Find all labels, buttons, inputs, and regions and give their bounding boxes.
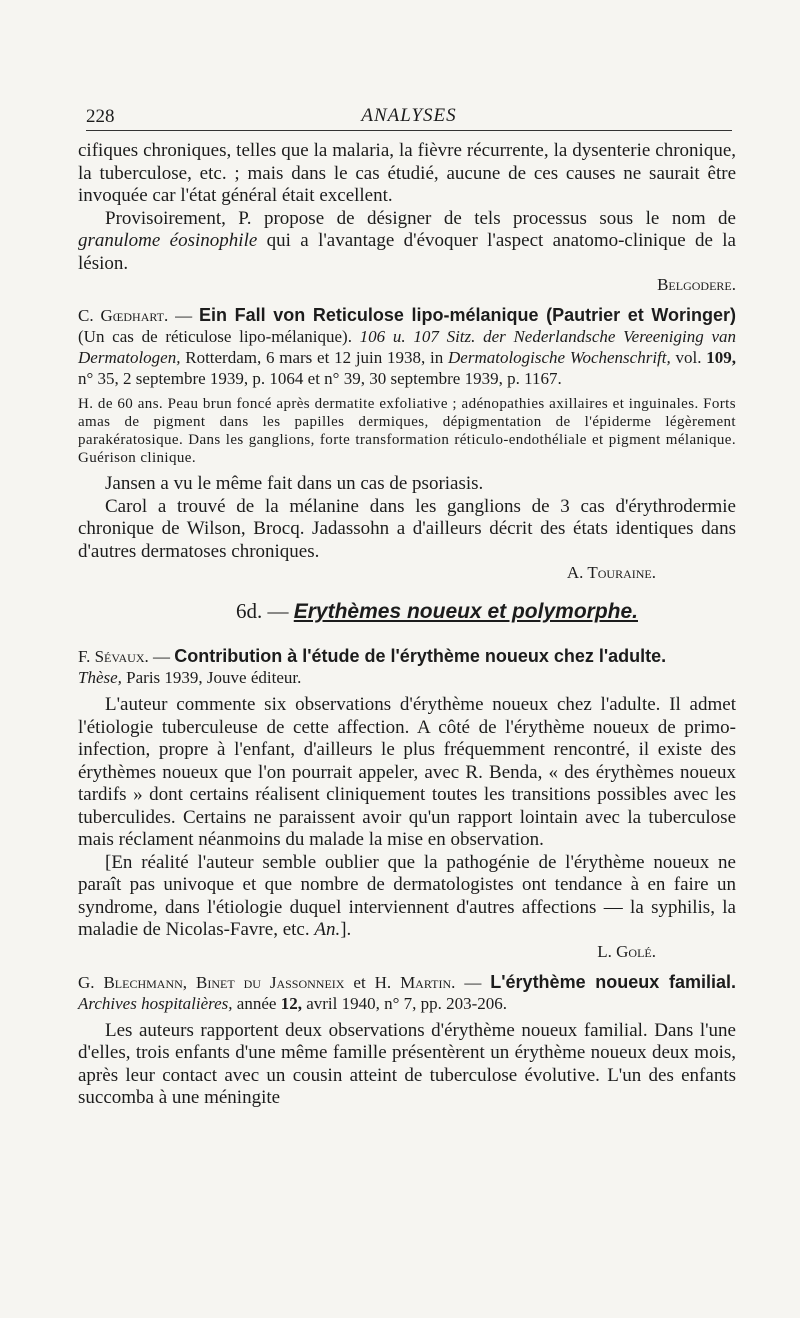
- running-title: ANALYSES: [361, 105, 457, 126]
- paragraph: Carol a trouvé de la mélanine dans les ganglions de 3 cas d'érythrodermie chronique de Wilson, Brocq. Jadassohn a d'ailleurs décrit des états identiques dans d'autres dermatoses chroniques.: [78, 495, 736, 562]
- section-title: Erythèmes noueux et polymorphe.: [293, 600, 638, 623]
- paragraph: Les auteurs rapportent deux observations d'érythème noueux familial. Dans l'une d'elles, trois enfants d'une même famille présentèrent un érythème noueux deux mois, après leur contact avec un cousin atteint de tuberculose évolutive. L'un des enfants succomba à une méningite: [78, 1019, 736, 1108]
- italic-term: granulome éosinophile: [78, 230, 258, 251]
- article-title: Ein Fall von Reticulose lipo-mélanique (Pautrier et Woringer): [198, 305, 736, 325]
- signature: L. Golé.: [597, 941, 656, 961]
- article-title: L'érythème noueux familial.: [490, 971, 736, 992]
- section-heading: 6d. — Erythèmes noueux et polymorphe.: [236, 599, 638, 623]
- author: C. Gœdhart.: [78, 306, 169, 325]
- paragraph: [En réalité l'auteur semble oublier que la pathogénie de l'érythème noueux ne paraît pas univoque et que nombre de dermatologistes ont tendance à en faire un syndrome, dans l'étiologie duquel interviennent d'autres affections — la syphilis, la maladie de Nicolas-Favre, etc. An.].: [78, 851, 736, 940]
- signature: A. Touraine.: [566, 563, 656, 582]
- paragraph: Provisoirement, P. propose de désigner de tels processus sous le nom de granulome éosinophile qui a l'avantage d'évoquer l'aspect anatomo-clinique de la lésion.: [78, 207, 736, 274]
- article-reference: C. Gœdhart. — Ein Fall von Reticulose lipo-mélanique (Pautrier et Woringer) (Un cas de réticulose lipo-mélanique). 106 u. 107 Sitz. der Nederlandsche Vereeniging van Dermatologen, Rotterdam, 6 mars et 12 juin 1938, in Dermatologische Wochenschrift, vol. 109, n° 35, 2 septembre 1939, p. 1064 et n° 39, 30 septembre 1939, p. 1167.: [78, 305, 736, 388]
- page-header: [86, 100, 732, 131]
- author: G. Blechmann, Binet du Jassonneix: [78, 972, 345, 992]
- article-title: Contribution à l'étude de l'érythème noueux chez l'adulte.: [174, 646, 667, 666]
- signature: Belgodere.: [657, 275, 736, 294]
- article-reference: G. Blechmann, Binet du Jassonneix et H. Martin. — L'érythème noueux familial. Archives hospitalières, année 12, avril 1940, n° 7, pp. 203-206.: [78, 971, 736, 1013]
- article-reference: F. Sévaux. — Contribution à l'étude de l'érythème noueux chez l'adulte. Thèse, Paris 1939, Jouve éditeur.: [78, 646, 667, 687]
- paragraph: Jansen a vu le même fait dans un cas de psoriasis.: [105, 473, 484, 494]
- page-body: [78, 140, 736, 1110]
- case-summary: H. de 60 ans. Peau brun foncé après dermatite exfoliative ; adénopathies axillaires et inguinales. Forts amas de pigment dans les papilles dermiques, dépigmentation de l'épiderme légèrement parakératosique. Dans les ganglions, forte transformation réticulo-endothéliale et pigment mélanique. Guérison clinique.: [78, 396, 736, 466]
- paragraph: cifiques chroniques, telles que la malaria, la fièvre récurrente, la dysenterie chronique, la tuberculose, etc. ; mais dans le cas étudié, aucune de ces causes ne saurait être invoquée car l'état général était excellent.: [78, 140, 736, 206]
- page-number: 228: [86, 106, 115, 127]
- author: F. Sévaux.: [78, 647, 149, 666]
- paragraph: L'auteur commente six observations d'érythème noueux chez l'adulte. Il admet l'étiologie tuberculeuse de cette affection. A côté de l'érythème noueux de primo-infection, propre à l'enfant, d'ailleurs le plus fréquemment rencontré, il existe des érythèmes noueux que l'on pourrait appeler, avec R. Benda, « des érythèmes noueux tardifs » dont certains réalisent cliniquement toutes les transitions possibles avec les tuberculides. Certains ne paraissent avoir qu'un rapport lointain avec la tuberculose mais réclament néanmoins du malade la mise en observation.: [78, 694, 736, 850]
